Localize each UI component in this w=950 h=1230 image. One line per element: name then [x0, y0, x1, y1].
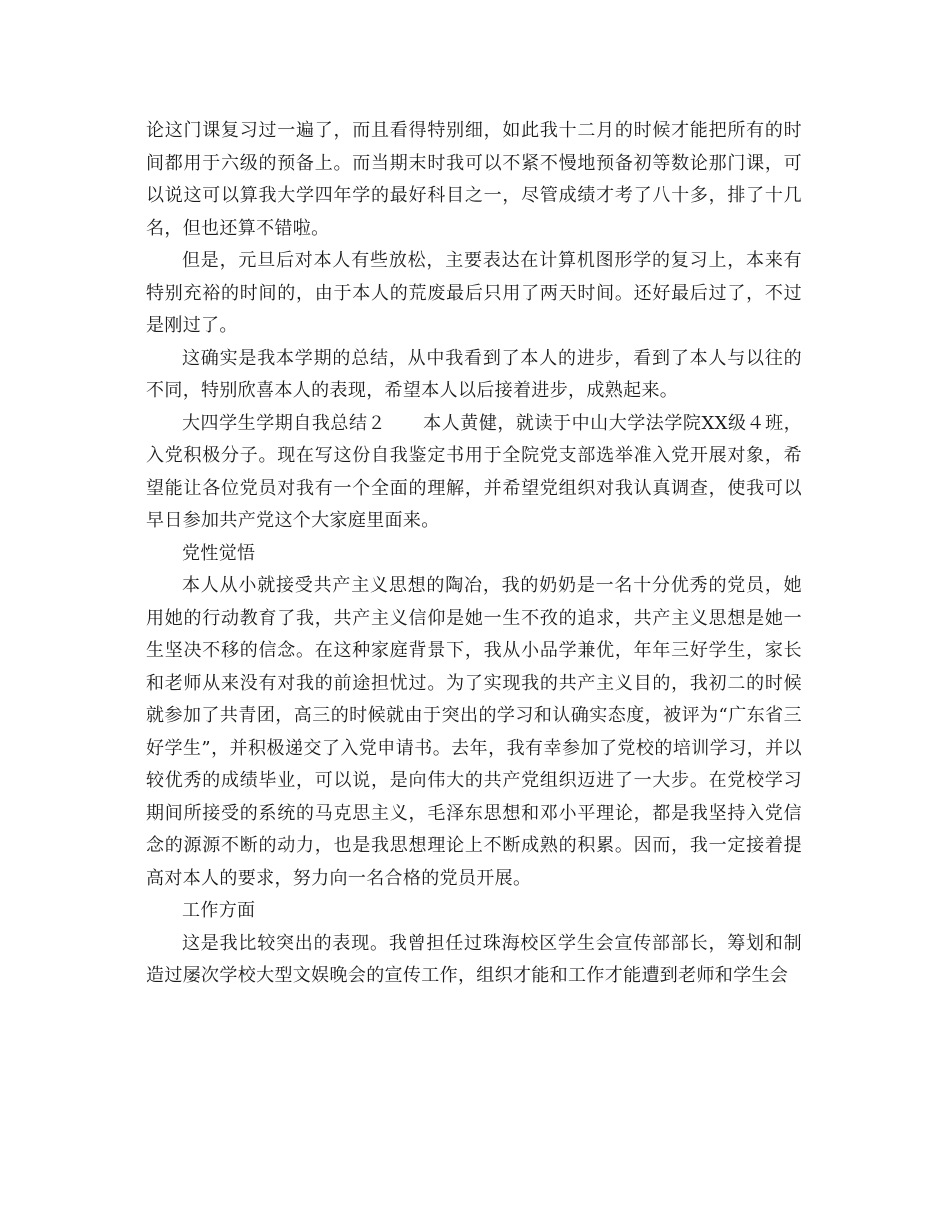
paragraph-3: 这确实是我本学期的总结，从中我看到了本人的进步，看到了本人与以往的不同，特别欣喜本人的表现，希望本人以后接着进步，成熟起来。: [146, 347, 802, 401]
section-heading-work: 工作方面: [182, 900, 256, 921]
paragraph-1: 论这门课复习过一遍了，而且看得特别细，如此我十二月的时候才能把所有的时间都用于六级的预备上。而当期末时我可以不紧不慢地预备初等数论那门课，可以说这可以算我大学四年学的最好科目之一，尽管成绩才考了八十多，排了十几名，但也还算不错啦。: [146, 120, 802, 239]
paragraph-6: 本人从小就接受共产主义思想的陶冶，我的奶奶是一名十分优秀的党员，她用她的行动教育了我，共产主义信仰是她一生不孜的追求，共产主义思想是她一生坚决不移的信念。在这种家庭背景下，我从小品学兼优，年年三好学生，家长和老师从来没有对我的前途担忧过。为了实现我的共产主义目的，我初二的时候就参加了共青团，高三的时候就由于突出的学习和认确实态度，被评为“广东省三好学生”，并积极递交了入党申请书。去年，我有幸参加了党校的培训学习，并以较优秀的成绩毕业，可以说，是向伟大的共产党组织迈进了一大步。在党校学习期间所接受的系统的马克思主义，毛泽东思想和邓小平理论，都是我坚持入党信念的源源不断的动力，也是我思想理论上不断成熟的积累。因而，我一定接着提高对本人的要求，努力向一名合格的党员开展。: [146, 575, 802, 889]
paragraph-8: 这是我比较突出的表现。我曾担任过珠海校区学生会宣传部部长，筹划和制造过屡次学校大型文娱晚会的宣传工作，组织才能和工作才能遭到老师和学生会: [146, 932, 802, 986]
document-body: [146, 115, 802, 993]
section-heading-party-awareness: 党性觉悟: [182, 542, 256, 564]
paragraph-2: 但是，元旦后对本人有些放松，主要表达在计算机图形学的复习上，本来有特别充裕的时间的，由于本人的荒废最后只用了两天时间。还好最后过了，不过是刚过了。: [146, 250, 802, 336]
paragraph-4: 大四学生学期自我总结２ 本人黄健，就读于中山大学法学院XX级４班，入党积极分子。现在写这份自我鉴定书用于全院党支部选举准入党开展对象，希望能让各位党员对我有一个全面的理解，并希望党组织对我认真调查，使我可以早日参加共产党这个大家庭里面来。: [146, 412, 802, 531]
